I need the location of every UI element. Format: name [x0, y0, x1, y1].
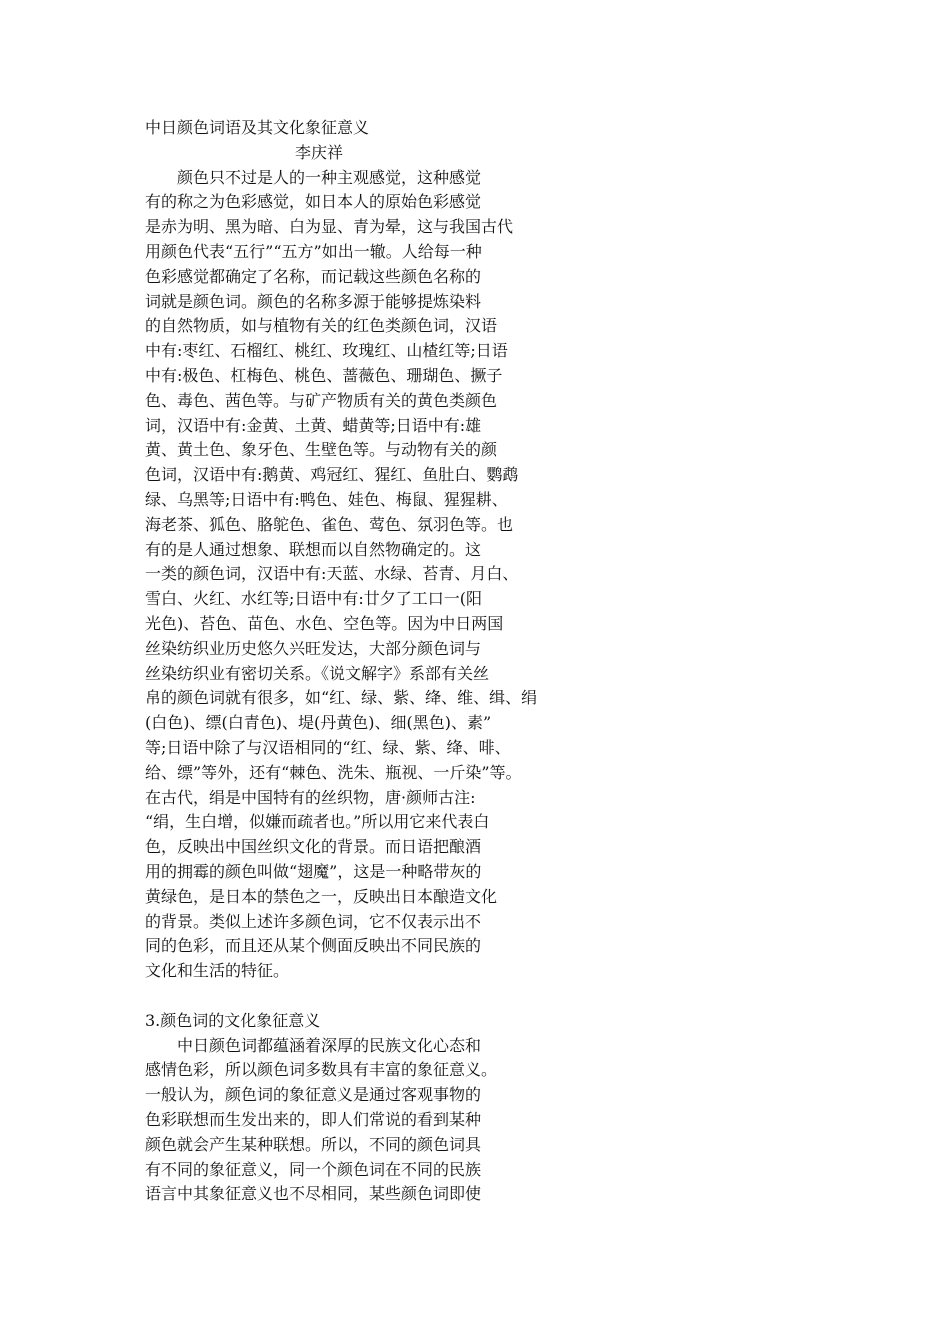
text-line: 用的拥霉的颜色叫做“翅魔”，这是一种略带灰的	[145, 861, 482, 881]
text-line: 词就是颜色词。颜色的名称多源于能够提炼染料	[145, 291, 482, 311]
text-line: 中日颜色词都蕴涵着深厚的民族文化心态和	[177, 1035, 482, 1055]
text-line: 在古代，绢是中国特有的丝织物，唐·颜师古注:	[145, 787, 476, 807]
text-line: 色、毒色、茜色等。与矿产物质有关的黄色类颜色	[145, 390, 498, 410]
document-title: 中日颜色词语及其文化象征意义	[145, 118, 370, 137]
text-line: 丝染纺织业历史悠久兴旺发达，大部分颜色词与	[145, 638, 482, 658]
text-line: 色彩感觉都确定了名称，而记载这些颜色名称的	[145, 266, 482, 286]
text-line: 有的是人通过想象、联想而以自然物确定的。这	[145, 539, 482, 559]
text-line: 有的称之为色彩感觉，如日本人的原始色彩感觉	[145, 192, 482, 212]
text-line: 的自然物质，如与植物有关的红色类颜色词，汉语	[145, 316, 498, 336]
text-line: 语言中其象征意义也不尽相同，某些颜色词即使	[145, 1184, 482, 1204]
text-line: 颜色就会产生某种联想。所以，不同的颜色词具	[145, 1134, 482, 1154]
text-line: 用颜色代表“五行”“五方”如出一辙。人给每一种	[145, 241, 482, 261]
text-line: 一般认为，颜色词的象征意义是通过客观事物的	[145, 1085, 482, 1105]
text-line: 给、缥”等外，还有“棘色、洗朱、瓶视、一斤染”等。	[145, 762, 522, 782]
text-line: 帛的颜色词就有很多，如“红、绿、紫、绛、维、缉、绢	[145, 688, 538, 708]
text-line: 感情色彩，所以颜色词多数具有丰富的象征意义。	[145, 1060, 498, 1080]
text-line: 中有:极色、杠梅色、桃色、蔷薇色、珊瑚色、撅子	[145, 365, 503, 385]
text-line: 丝染纺织业有密切关系。《说文解字》系部有关丝	[145, 663, 490, 683]
paragraph-gap	[145, 984, 605, 1009]
text-line: 色，反映出中国丝织文化的背景。而日语把酿酒	[145, 837, 482, 857]
text-line: 有不同的象征意义，同一个颜色词在不同的民族	[145, 1159, 482, 1179]
text-line: (白色)、缥(白青色)、堤(丹黄色)、细(黑色)、素”	[145, 713, 492, 733]
text-line: 色彩联想而生发出来的，即人们常说的看到某种	[145, 1110, 482, 1130]
text-line: 是赤为明、黑为暗、白为显、青为晕，这与我国古代	[145, 217, 514, 237]
text-line: “绢，生白增，似嫌而疏者也。”所以用它来代表白	[145, 812, 490, 832]
text-line: 中有:枣红、石榴红、桃红、玫瑰红、山楂红等;日语	[145, 341, 508, 361]
paragraph-2	[145, 1034, 605, 1208]
text-line: 等;日语中除了与汉语相同的“红、绿、紫、绛、啡、	[145, 737, 511, 757]
text-line: 文化和生活的特征。	[145, 961, 290, 981]
text-line: 色词，汉语中有:鹅黄、鸡冠红、猩红、鱼肚白、鹦鹉	[145, 465, 519, 485]
text-line: 颜色只不过是人的一种主观感觉，这种感觉	[177, 167, 482, 187]
document-author: 李庆祥	[295, 142, 344, 162]
text-line: 黄、黄土色、象牙色、生壁色等。与动物有关的颜	[145, 440, 498, 460]
text-line: 海老茶、狐色、胳鸵色、雀色、莺色、氛羽色等。也	[145, 514, 514, 534]
document-body	[145, 116, 605, 1207]
text-line: 词，汉语中有:金黄、土黄、蜡黄等;日语中有:雄	[145, 415, 482, 435]
text-line: 黄绿色，是日本的禁色之一，反映出日本酿造文化	[145, 886, 498, 906]
text-line: 一类的颜色词，汉语中有:天蓝、水绿、苔青、月白、	[145, 564, 519, 584]
paragraph-1	[145, 166, 605, 984]
text-line: 同的色彩，而且还从某个侧面反映出不同民族的	[145, 936, 482, 956]
text-line: 绿、乌黑等;日语中有:鸭色、娃色、梅鼠、猩猩耕、	[145, 489, 508, 509]
section-heading: 3.颜色词的文化象征意义	[145, 1010, 321, 1030]
text-line: 的背景。类似上述许多颜色词，它不仅表示出不	[145, 911, 482, 931]
text-line: 光色)、苔色、苗色、水色、空色等。因为中日两国	[145, 613, 504, 633]
text-line: 雪白、火红、水红等;日语中有:廿夕了工口一(阳	[145, 589, 483, 609]
